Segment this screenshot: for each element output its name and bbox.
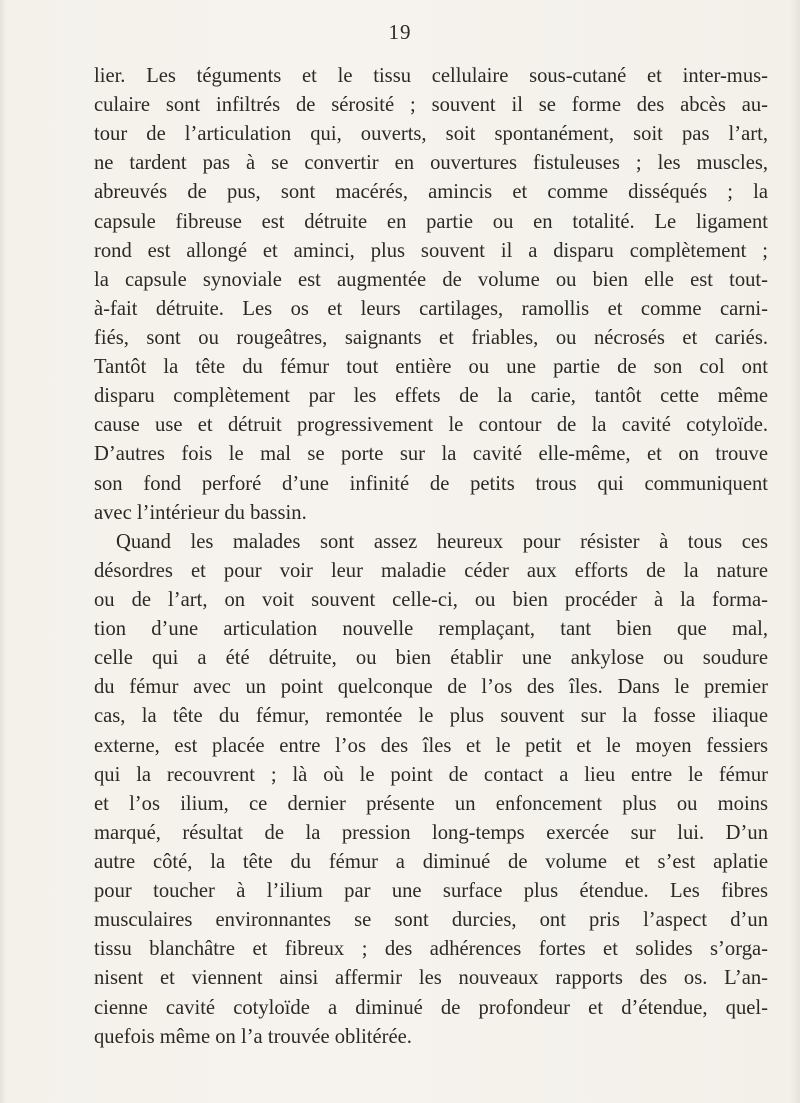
text-line: Tantôt la tête du fémur tout entière ou une partie de son col ont [94,356,768,379]
text-line: à-fait détruite. Les os et leurs cartilages, ramollis et comme carni- [94,297,768,320]
paragraph-1 [94,62,768,528]
text-line: qui la recouvrent ; là où le point de contact a lieu entre le fémur [94,763,768,786]
text-line: abreuvés de pus, sont macérés, amincis et comme disséqués ; la [94,181,768,204]
text-line: externe, est placée entre l’os des îles et le petit et le moyen fessiers [94,734,768,757]
text-line: rond est allongé et aminci, plus souvent il a disparu complètement ; [94,239,768,262]
text-line: avec l’intérieur du bassin. [94,501,307,524]
text-line: ou de l’art, on voit souvent celle-ci, ou bien procéder à la forma- [94,588,768,611]
page-gutter-shadow [790,0,800,1103]
text-line: son fond perforé d’une infinité de petits trous qui communiquent [94,472,768,495]
text-line: tour de l’articulation qui, ouverts, soit spontanément, soit pas l’art, [94,123,768,146]
text-line: capsule fibreuse est détruite en partie ou en totalité. Le ligament [94,210,768,233]
text-line: la capsule synoviale est augmentée de volume ou bien elle est tout- [94,268,768,291]
text-line: cause use et détruit progressivement le contour de la cavité cotyloïde. [94,414,768,437]
text-line: quefois même on l’a trouvée oblitérée. [94,1025,412,1048]
text-line: cas, la tête du fémur, remontée le plus souvent sur la fosse iliaque [94,705,768,728]
text-line: pour toucher à l’ilium par une surface plus étendue. Les fibres [94,880,768,903]
body-text [94,62,768,1052]
text-line: nisent et viennent ainsi affermir les nouveaux rapports des os. L’an- [94,967,768,990]
text-line: lier. Les téguments et le tissu cellulaire sous-cutané et inter-mus- [94,65,768,87]
text-line: du fémur avec un point quelconque de l’os des îles. Dans le premier [94,676,768,699]
text-line: et l’os ilium, ce dernier présente un enfoncement plus ou moins [94,792,768,815]
text-line: D’autres fois le mal se porte sur la cavité elle-même, et on trouve [94,443,768,466]
page-number: 19 [388,20,412,44]
text-line: fiés, sont ou rougeâtres, saignants et friables, ou nécrosés et cariés. [94,326,768,349]
text-line: culaire sont infiltrés de sérosité ; souvent il se forme des abcès au- [94,94,768,117]
text-line: tion d’une articulation nouvelle remplaçant, tant bien que mal, [94,618,768,641]
text-line: marqué, résultat de la pression long-temps exercée sur lui. D’un [94,821,768,844]
paragraph-2 [94,528,768,1052]
text-line: cienne cavité cotyloïde a diminué de profondeur et d’étendue, quel- [94,996,768,1019]
text-line: Quand les malades sont assez heureux pour résister à tous ces [116,530,768,553]
text-line: désordres et pour voir leur maladie céder aux efforts de la nature [94,559,768,582]
text-line: celle qui a été détruite, ou bien établir une ankylose ou soudure [94,647,768,670]
text-line: ne tardent pas à se convertir en ouvertures fistuleuses ; les muscles, [94,152,768,175]
text-line: disparu complètement par les effets de la carie, tantôt cette même [94,385,768,408]
page-left-edge [0,0,6,1103]
text-line: musculaires environnantes se sont durcies, ont pris l’aspect d’un [94,909,768,932]
text-line: tissu blanchâtre et fibreux ; des adhérences fortes et solides s’orga- [94,938,768,961]
text-line: autre côté, la tête du fémur a diminué de volume et s’est aplatie [94,850,768,873]
